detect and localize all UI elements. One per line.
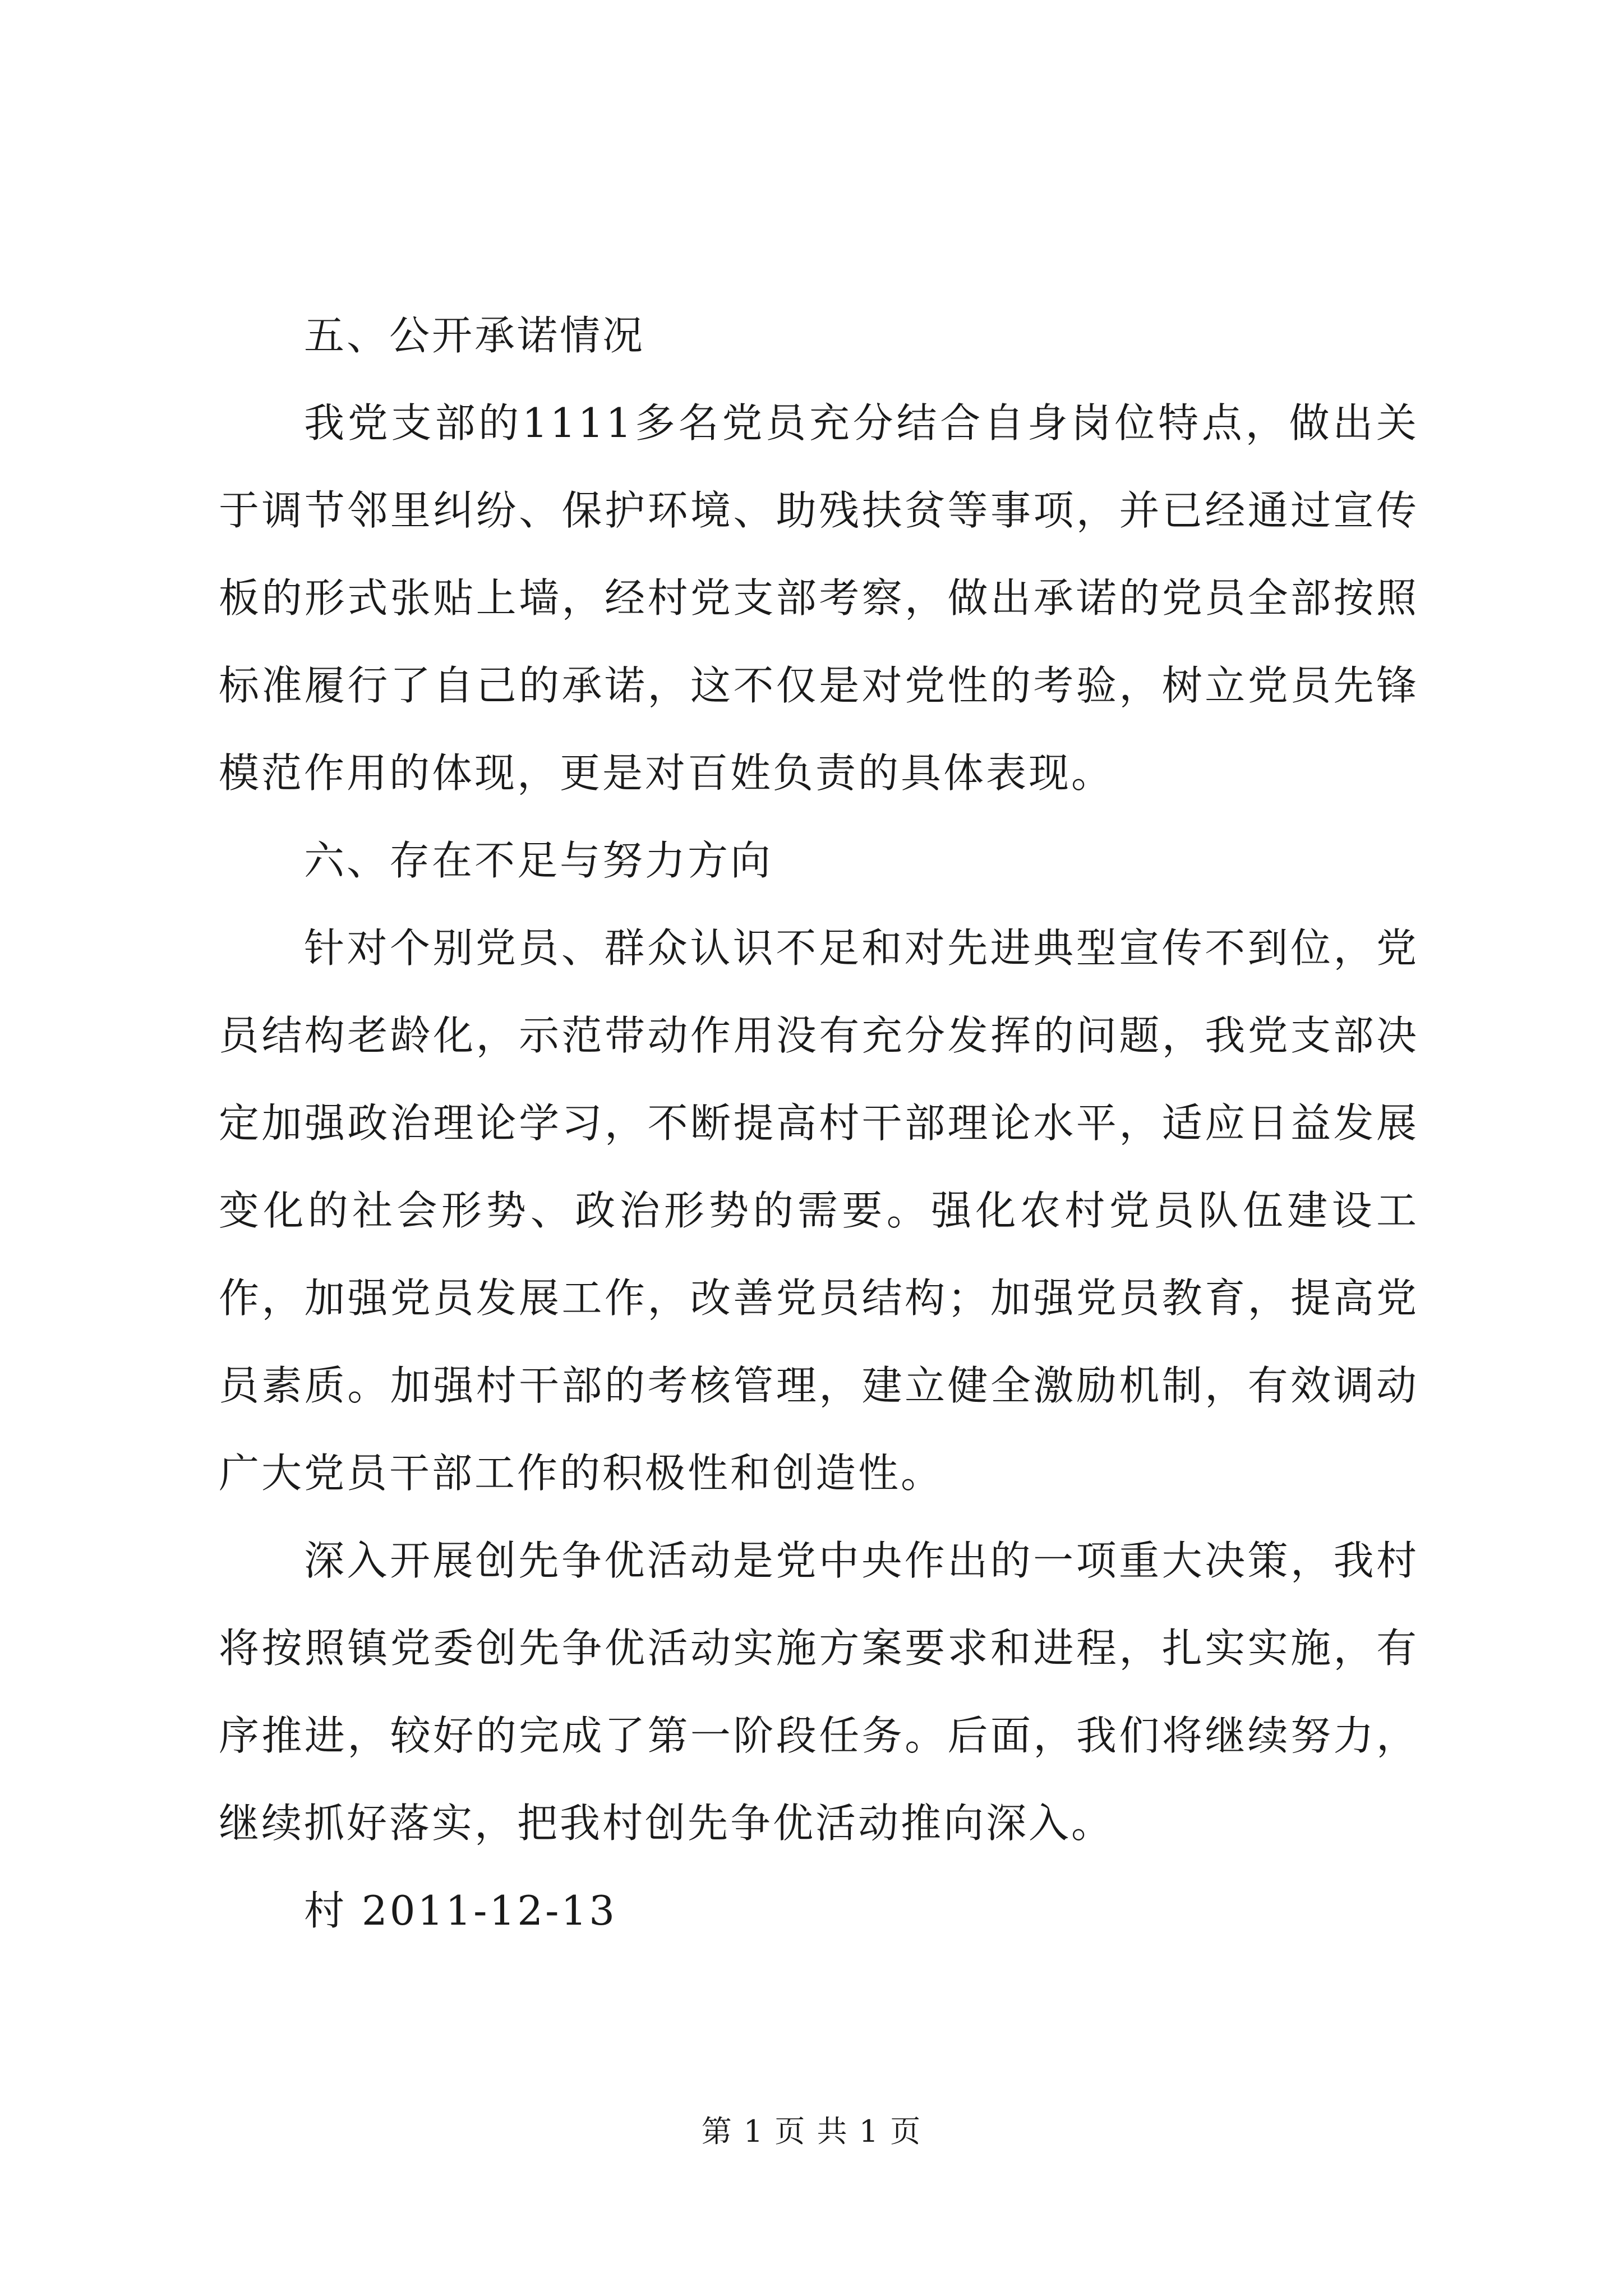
paragraph-shortcomings: 针对个别党员、群众认识不足和对先进典型宣传不到位，党员结构老龄化，示范带动作用没有充分发挥的问题，我党支部决定加强政治理论学习，不断提高村干部理论水平，适应日益发展变化的社会形势、政治形势的需要。强化农村党员队伍建设工作，加强党员发展工作，改善党员结构；加强党员教育，提高党员素质。加强村干部的考核管理，建立健全激励机制，有效调动广大党员干部工作的积极性和创造性。 [219, 924, 1419, 1497]
page-footer: 第 1 页 共 1 页 [701, 2114, 922, 2149]
section-heading-shortcomings: 六、存在不足与努力方向 [304, 837, 773, 884]
signature-date: 村 2011-12-13 [304, 1887, 617, 1934]
paragraph-public-commitment: 我党支部的1111多名党员充分结合自身岗位特点，做出关于调节邻里纠纷、保护环境、助残扶贫等事项，并已经通过宣传板的形式张贴上墙，经村党支部考察，做出承诺的党员全部按照标准履行了自己的承诺，这不仅是对党性的考验，树立党员先锋模范作用的体现，更是对百姓负责的具体表现。 [219, 399, 1419, 797]
document-body [219, 292, 1419, 1954]
section-heading-public-commitment: 五、公开承诺情况 [304, 312, 645, 359]
paragraph-closing: 深入开展创先争优活动是党中央作出的一项重大决策，我村将按照镇党委创先争优活动实施方案要求和进程，扎实实施，有序推进，较好的完成了第一阶段任务。后面，我们将继续努力，继续抓好落实，把我村创先争优活动推向深入。 [219, 1537, 1419, 1847]
